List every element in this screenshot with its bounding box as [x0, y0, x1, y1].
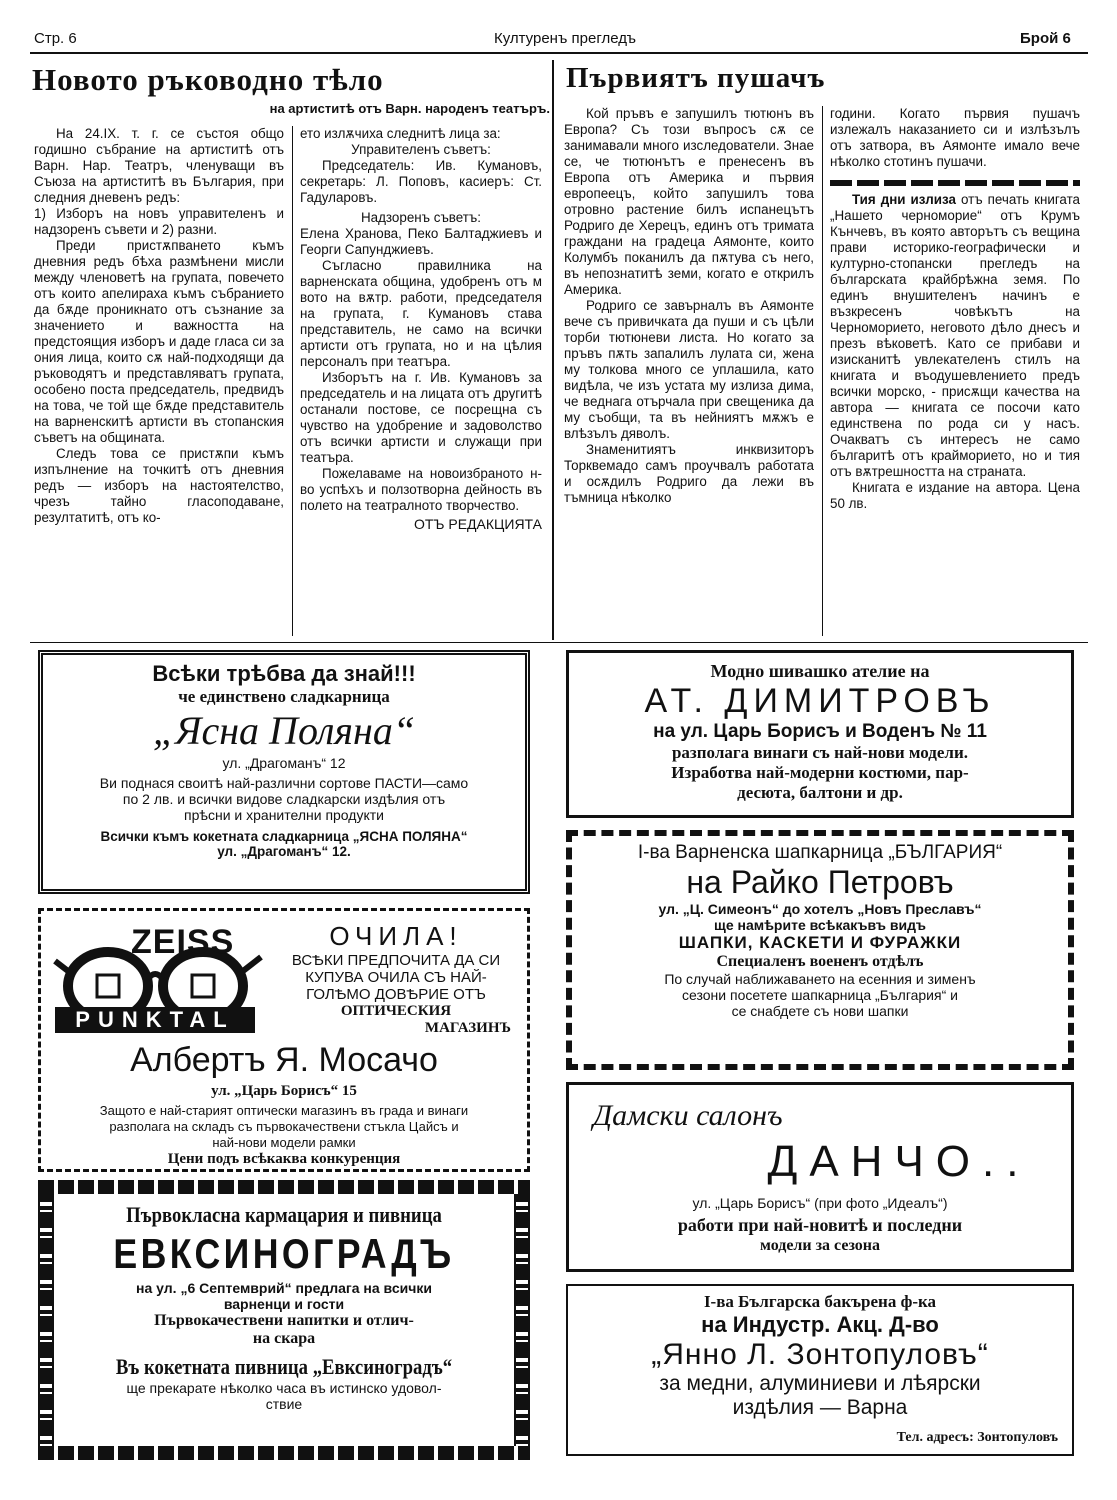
ad-address: на ул. Царь Борисъ и Воденъ № 11	[653, 721, 987, 742]
paragraph: 1) Изборъ на новъ управителенъ и надзоренъ съвети и 2) разни.	[34, 206, 284, 237]
ad-address: ул. „Драгоманъ“ 12	[222, 755, 346, 771]
ad-text: I-ва Българска бакърена ф-ка	[703, 1292, 937, 1311]
paragraph: Председатель: Ив. Кумановъ, секретарь: Л. Поповъ, касиеръ: Ст. Гадуларовъ.	[300, 158, 542, 205]
ad-address: ул. „Царь Борисъ“ 15	[211, 1083, 357, 1099]
ad-headline: ОЧИЛА!	[329, 921, 463, 951]
ad-text: по 2 лв. и всички видове сладкарски издѣлия отъ	[122, 791, 446, 807]
ad-text: на ул. „6 Септемврий“ предлага на всички	[136, 1280, 432, 1296]
ad-brand-name: „Янно Л. Зонтопуловъ“	[651, 1338, 989, 1371]
ad-zeiss-punktal: PUNKTAL	[55, 1007, 255, 1033]
ad-text: модели за сезона	[760, 1237, 880, 1254]
ad-text: варненци и гости	[223, 1296, 345, 1312]
article-subtitle-new-board: на артиститѣ отъ Варн. народенъ театъръ.	[269, 101, 550, 116]
ad-text: за медни, алуминиеви и лѣярски	[659, 1372, 981, 1395]
ad-text: ГОЛѢМО ДОВѢРИЕ ОТЪ	[306, 986, 486, 1003]
ad-border-chain	[38, 1446, 530, 1460]
article-first-smoker-col1	[564, 106, 814, 506]
ad-text: ОПТИЧЕСКИЯ	[340, 1003, 452, 1019]
ad-text: ще намѣрите всѣкакъвъ видъ	[714, 917, 926, 933]
ad-text: десюта, балтони и др.	[737, 783, 903, 802]
ad-border-chain	[38, 1180, 54, 1460]
publication-title: Културенъ прегледъ	[493, 30, 637, 47]
council-heading: Управителенъ съветъ:	[351, 142, 491, 157]
ad-text: I-ва Варненска шапкарница „БЪЛГАРИЯ“	[637, 842, 1003, 863]
ad-text: Всички къмъ кокетната сладкарница „ЯСНА ПОЛЯНА“	[100, 829, 468, 844]
ad-dancho-salon	[566, 1082, 1074, 1272]
ad-text: Специаленъ воененъ отдѣлъ	[716, 953, 924, 970]
ad-zeiss-optics	[38, 908, 530, 1172]
ad-text: най-нови модели рамки	[212, 1135, 356, 1150]
article-title-first-smoker: Първиятъ пушачъ	[566, 62, 826, 94]
ad-brand-name: АТ. ДИМИТРОВЪ	[644, 682, 996, 720]
ad-address: ул. „Ц. Симеонъ“ до хотелъ „Новъ Преславъ“	[658, 901, 982, 917]
ad-text: КУПУВА ОЧИЛА СЪ НАЙ-	[305, 969, 487, 986]
ad-text: Първокласна кармацария и пивница	[126, 1202, 442, 1227]
ad-text: Ви поднася своитѣ най-различни сортове ПАСТИ—само	[99, 775, 469, 791]
ad-text: Тел. адресъ: Зонтопуловъ	[896, 1430, 1058, 1445]
ad-text: издѣлия — Варна	[732, 1396, 908, 1419]
paragraph: Родриго се завърналъ въ Аямонте вече съ привичката да пуши и съ цѣли торби тютюневи листа. Но когато за пръвъ пѫть запалилъ лулата си, жена му толкова много се уплашила, като видѣла, че изъ устата му излиза дима, че веднага отърчала при свещеника да му съобщи, та въ нейниятъ мѫжъ е влѣзълъ дяволъ.	[564, 298, 814, 441]
ad-bulgaria-hats	[566, 830, 1074, 1070]
ad-text: работи при най-новитѣ и последни	[677, 1215, 963, 1235]
ad-euxinograd	[58, 1198, 510, 1444]
ad-text: ШАПКИ, КАСКЕТИ И ФУРАЖКИ	[678, 933, 962, 952]
ad-text: Изработва най-модерни костюми, пар-	[671, 763, 969, 782]
ad-address: ул. „Царь Борисъ“ (при фото „Идеалъ“)	[692, 1195, 948, 1211]
ad-zeiss-owner: Албертъ Я. Мосачо	[130, 1041, 438, 1079]
paragraph: Следъ това се пристѫпи къмъ изпълнение на точкитѣ отъ дневния редъ — изборъ на настоятелство, чрезъ тайно гласоподаване, резултатитѣ, отъ ко-	[34, 446, 284, 525]
ad-brand-name: на Райко Петровъ	[686, 864, 954, 900]
column-rule	[292, 126, 293, 636]
section-divider	[830, 180, 1080, 186]
ad-text: Всѣки трѣбва да знай!!!	[152, 661, 416, 686]
paragraph: На 24.IX. т. г. се състоя общо годишно събрание на артиститѣ отъ Варн. Нар. Театръ, членуващи въ Съюза на артиститѣ въ България, при следния дневенъ редъ:	[34, 126, 284, 205]
ad-text: Цени подъ всѣкаква конкуренция	[167, 1151, 401, 1167]
paragraph: Пожелаваме на новоизбраното н-во успѣхъ и ползотворна дейность въ полето на театралното творчество.	[300, 466, 542, 513]
ad-text: Въ кокетната пивница „Евксиноградъ“	[115, 1354, 453, 1379]
ad-text: ВСѢКИ ПРЕДПОЧИТА ДА СИ	[291, 952, 501, 969]
paragraph: Кой пръвъ е запушилъ тютюнъ въ Европа? Съ този въпросъ сѫ се занимавали много изследователи. Знае се, че тютюнътъ е пренесенъ въ Европа отъ Америка и първия европеецъ, който запушилъ това отровно растение билъ испанецътъ Родриго де Херецъ, единъ отъ тримата граждани на градеца Аямонте, които Колумбъ поканилъ да пѫтува съ него, въ непознатитѣ земи, когато е открилъ Америка.	[564, 106, 814, 297]
paragraph: ето излѫчиха следнитѣ лица за:	[300, 126, 501, 141]
ad-brand-name: ЕВКСИНОГРАДЪ	[113, 1230, 455, 1277]
ad-text: разполага винаги съ най-нови модели.	[671, 743, 969, 762]
paragraph: Изборътъ на г. Ив. Кумановъ за председатель и на лицата отъ другитѣ останали постове, се посрещна съ чувство на удобрение и задоволство отъ всички артисти и служащи при театъра.	[300, 370, 542, 465]
ad-text: Модно шивашко ателие на	[710, 661, 930, 681]
ad-zontopoulov	[566, 1284, 1074, 1456]
paragraph: години. Когато първия пушачъ излежалъ наказанието си и излѣзълъ отъ затвора, въ Аямонте имало вече нѣколко стотинъ пушачи.	[830, 106, 1080, 169]
article-new-board-col2	[300, 126, 542, 532]
article-first-smoker-col2	[830, 106, 1080, 512]
article-new-board-col1	[34, 126, 284, 526]
ad-text: сезони посетете шапкарница „България“ и	[682, 987, 958, 1003]
ad-text: Първокачествени напитки и отлич-	[154, 1312, 414, 1329]
column-rule	[822, 106, 823, 636]
ad-text: ствие	[265, 1396, 303, 1412]
paragraph: Знаменитиятъ инквизиторъ Торквемадо самъ проучвалъ работата и осѫдилъ Родриго да лежи въ тъмница нѣколко	[564, 442, 814, 505]
ad-text: ще прекарате нѣколко часа въ истинско удовол-	[126, 1380, 442, 1396]
ad-text: Защото е най-старият оптически магазинъ въ града и винаги	[99, 1103, 469, 1118]
ad-dimitrov-tailor	[566, 650, 1074, 818]
paragraph: Елена Хранова, Пеко Балтаджиевъ и Георги Сапунджиевъ.	[300, 226, 542, 257]
column-rule	[552, 60, 554, 640]
paragraph	[830, 192, 1080, 480]
ad-text: на скара	[252, 1330, 316, 1347]
ad-text: МАГАЗИНЪ	[424, 1020, 511, 1036]
ad-text: ул. „Драгоманъ“ 12.	[217, 844, 351, 859]
article3-lead: Тия дни излиза	[852, 192, 956, 207]
ad-zeiss-headline	[271, 921, 521, 1037]
ad-text: на Индустр. Акц. Д-во	[701, 1312, 939, 1337]
ad-text: Дамски салонъ	[593, 1099, 783, 1132]
ad-border-chain	[38, 1180, 530, 1194]
ad-brand-name: „Ясна Поляна“	[152, 708, 416, 753]
ad-yasna-polyana	[38, 650, 530, 894]
paragraph: Книгата е издание на автора. Цена 50 лв.	[830, 480, 1080, 511]
section-rule	[30, 642, 1088, 643]
article-signature: ОТЪ РЕДАКЦИЯТА	[413, 516, 542, 532]
header-rule	[30, 52, 1088, 54]
supervisory-heading: Надзоренъ съветъ:	[361, 210, 481, 225]
ad-brand-name: ДАНЧО..	[767, 1137, 1031, 1186]
ad-border-chain	[514, 1180, 530, 1460]
ad-text: се снабдете съ нови шапки	[731, 1003, 909, 1019]
article3-body: отъ печать книгата „Нашето черноморие“ отъ Крумъ Кънчевъ, въ която авторътъ съ вещина прави историко-географически и културно-стопански прегледъ на българската крайбрѣжна земя. По единъ внушителенъ начинъ е възкресенъ човѣкътъ на Черноморието, неговото дѣло днесъ и презъ вѣковетѣ. Като се прибави и изисканитѣ увлекателенъ стилъ на книгата и въодушевлението предъ всички морско, - присѫщи качества на автора — книгата се посочи като единствена по рода си у насъ. Очакватъ съ интересъ не само българитѣ отъ крайморието, но и тия отъ вѫтрешността на страната.	[830, 192, 1080, 479]
paragraph: Преди пристѫпването къмъ дневния редъ бѣха размѣнени мисли между членоветѣ на групата, повечето отъ които апелираха къмъ събранието да бѫде проникнато отъ съзнание за значението и важността на предстоящия изборъ и даде гласа си за ония лица, които сѫ най-подходящи да ръководятъ и представляватъ групата, особено поста председатель, предвидъ на това, че той ще бѫде представитель на варненскитѣ артисти въ стопанския съветъ на общината.	[34, 238, 284, 445]
ad-text: По случай наближаването на есенния и зименъ	[664, 971, 976, 987]
article-title-new-board: Новото ръководно тѣло	[32, 62, 384, 97]
ad-text: прѣсни и хранителни продукти	[184, 807, 384, 823]
ad-zeiss-logo: ZEISS	[131, 923, 235, 961]
issue-number: Брой 6	[1020, 30, 1071, 47]
ad-text: разполага на складъ съ първокачествени стъкла Цайсъ и	[109, 1119, 459, 1134]
paragraph: Съгласно правилника на варненската община, удобренъ отъ м вото на вѫтр. работи, председателя на групата, г. Кумановъ става представитель, не само на всички артисти отъ групата, но и на цѣлия персоналъ при театъра.	[300, 258, 542, 369]
ad-text: че единствено сладкарница	[178, 687, 390, 706]
page-number: Стр. 6	[34, 30, 77, 47]
